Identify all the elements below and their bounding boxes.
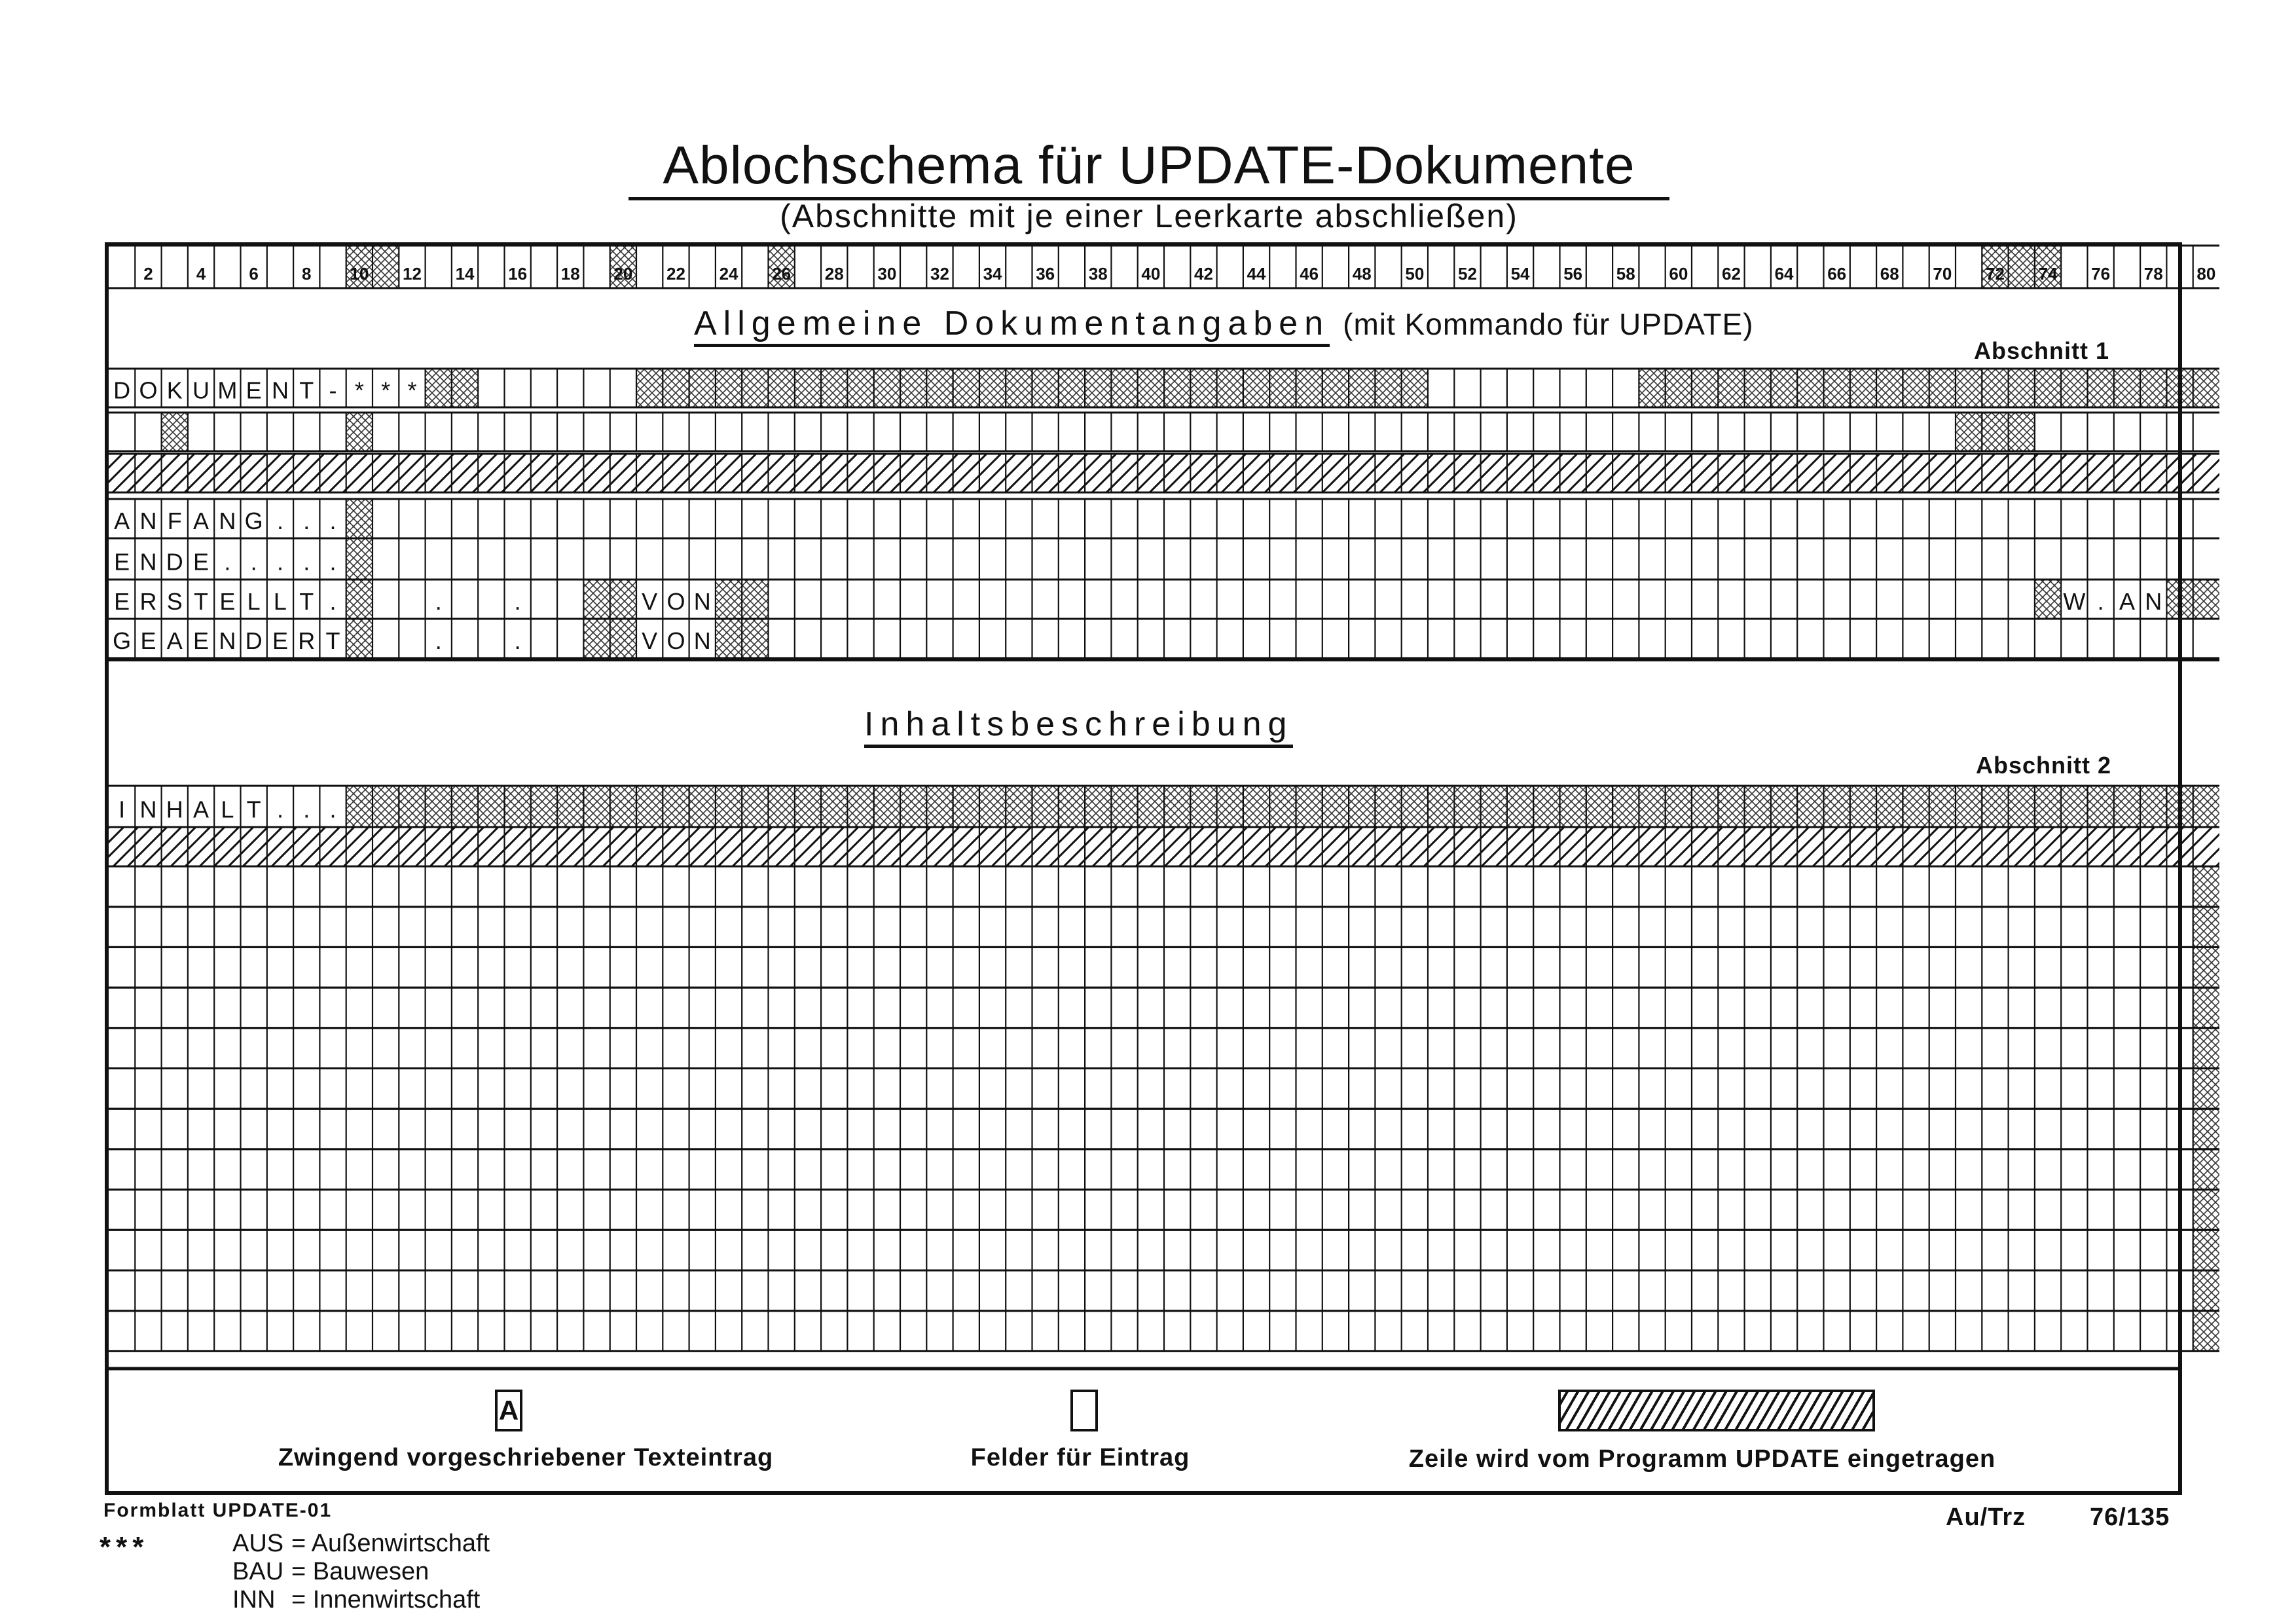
erstellt-char: S <box>166 588 183 616</box>
erstellt-char: L <box>273 588 287 616</box>
section1-heading <box>694 303 1754 345</box>
ende-char: . <box>276 548 283 576</box>
erstellt-wan-char: A <box>2119 588 2135 616</box>
geaendert-von-char: N <box>693 627 711 655</box>
page-title: Ablochschema für UPDATE-Dokumente <box>629 134 1669 200</box>
dokument-char: * <box>381 377 391 404</box>
dokument-char: U <box>192 377 210 404</box>
geaendert-von-char: V <box>642 627 658 655</box>
row2-hatch-a <box>162 413 188 451</box>
inhalt-char: . <box>303 796 310 823</box>
ende-char: . <box>224 548 231 576</box>
author-code: Au/Trz <box>1946 1504 2026 1531</box>
entry-row-endcol <box>2193 1190 2219 1230</box>
form-border <box>107 244 2180 1493</box>
key-code: AUS <box>232 1530 284 1557</box>
erstellt-von-char: N <box>693 588 711 616</box>
section1-note: (mit Kommando für UPDATE) <box>1343 307 1754 341</box>
column-number: 26 <box>772 264 792 284</box>
key-code: INN <box>232 1586 276 1614</box>
geaendert-char: T <box>325 627 340 655</box>
inhalt-char: T <box>246 796 261 823</box>
key-symbol: *** <box>100 1531 149 1563</box>
column-number: 24 <box>719 264 738 284</box>
column-number: 62 <box>1721 264 1741 284</box>
section2-title: Inhaltsbeschreibung <box>864 705 1293 748</box>
erstellt-von-char: O <box>666 588 685 616</box>
entry-row-endcol <box>2193 866 2219 907</box>
entry-row-endcol <box>2193 1230 2219 1270</box>
geaendert-char: E <box>140 627 156 655</box>
anfang-char: A <box>114 507 130 535</box>
column-number: 76 <box>2091 264 2111 284</box>
column-number: 8 <box>302 264 312 284</box>
column-number: 42 <box>1194 264 1213 284</box>
entry-row-dividers <box>135 1190 2193 1230</box>
erstellt-wan-char: W <box>2063 588 2086 616</box>
legend-program-label: Zeile wird vom Programm UPDATE eingetragen <box>1408 1445 1996 1473</box>
column-number: 40 <box>1141 264 1161 284</box>
dokument-char: K <box>166 377 183 404</box>
column-number: 6 <box>249 264 259 284</box>
column-number: 64 <box>1774 264 1794 284</box>
formblatt-label: Formblatt UPDATE-01 <box>103 1500 333 1521</box>
entry-row-endcol <box>2193 1270 2219 1311</box>
entry-row-endcol <box>2193 1311 2219 1352</box>
ende-hatch <box>346 538 373 580</box>
ende-char: . <box>329 548 337 576</box>
column-number: 16 <box>508 264 528 284</box>
column-number: 74 <box>2038 264 2058 284</box>
column-number: 10 <box>350 264 369 284</box>
column-number: 18 <box>560 264 580 284</box>
entry-row-dividers <box>135 987 2193 1028</box>
column-number: 70 <box>1933 264 1952 284</box>
column-number: 52 <box>1457 264 1477 284</box>
dokument-char: * <box>354 377 364 404</box>
key-text: = Außenwirtschaft <box>291 1530 490 1557</box>
anfang-char: . <box>329 507 337 535</box>
column-number: 46 <box>1300 264 1319 284</box>
entry-row-dividers <box>135 1230 2193 1270</box>
inhalt-char: . <box>276 796 283 823</box>
erstellt-char: E <box>114 588 130 616</box>
entry-row-dividers <box>135 1069 2193 1109</box>
entry-row-dividers <box>135 1109 2193 1149</box>
geaendert-row-dividers <box>135 619 2193 658</box>
column-number: 72 <box>1985 264 2005 284</box>
entry-row-endcol <box>2193 987 2219 1028</box>
anfang-char: N <box>139 507 157 535</box>
column-number: 14 <box>455 264 475 284</box>
erstellt-char: E <box>219 588 236 616</box>
key-code: BAU <box>232 1558 284 1585</box>
entry-row-dividers <box>135 947 2193 987</box>
geaendert-char: N <box>219 627 236 655</box>
column-number: 68 <box>1880 264 1899 284</box>
column-number: 38 <box>1088 264 1108 284</box>
entry-row-endcol <box>2193 1028 2219 1069</box>
inhalt-hatch <box>346 786 2219 827</box>
erstellt-wan-char: N <box>2145 588 2162 616</box>
entry-row-endcol <box>2193 1069 2219 1109</box>
row2-dividers <box>135 413 2193 451</box>
erstellt-char: R <box>139 588 157 616</box>
geaendert-von-char: O <box>666 627 685 655</box>
legend-entry-box <box>1070 1390 1098 1431</box>
column-number: 22 <box>666 264 685 284</box>
column-number: 58 <box>1616 264 1635 284</box>
column-number: 32 <box>930 264 949 284</box>
key-text: = Innenwirtschaft <box>291 1586 481 1614</box>
geaendert-char: E <box>193 627 210 655</box>
dokument-char: O <box>139 377 158 404</box>
geaendert-hatch-a <box>346 619 373 658</box>
erstellt-von-char: V <box>642 588 658 616</box>
anfang-char: . <box>303 507 310 535</box>
erstellt-date-dot-char: . <box>514 588 521 616</box>
key-entry-inn <box>232 1586 480 1614</box>
column-number: 66 <box>1827 264 1847 284</box>
ende-row-dividers <box>135 538 2193 580</box>
key-entry-aus <box>232 1530 490 1557</box>
column-number: 12 <box>402 264 422 284</box>
legend-program-hatch <box>1558 1390 1875 1431</box>
legend-mandatory-box: A <box>495 1390 522 1431</box>
dokument-char: T <box>299 377 314 404</box>
column-number: 48 <box>1352 264 1372 284</box>
erstellt-char: . <box>329 588 337 616</box>
dokument-char: - <box>329 377 337 404</box>
anfang-char: G <box>244 507 263 535</box>
erstellt-hatch-d <box>2035 580 2061 619</box>
dokument-char: N <box>271 377 289 404</box>
anfang-char: F <box>167 507 182 535</box>
column-number: 56 <box>1563 264 1583 284</box>
document-number: 76/135 <box>2090 1504 2170 1531</box>
anfang-row-dividers <box>135 499 2193 538</box>
column-number: 4 <box>196 264 206 284</box>
column-number: 54 <box>1510 264 1530 284</box>
entry-row-dividers <box>135 1149 2193 1190</box>
legend-mandatory-label: Zwingend vorgeschriebener Texteintrag <box>278 1444 774 1471</box>
page-subtitle: (Abschnitte mit je einer Leerkarte abschließen) <box>780 198 1518 234</box>
entry-row-endcol <box>2193 947 2219 987</box>
abschnitt-2-label: Abschnitt 2 <box>1976 752 2112 779</box>
entry-row-endcol <box>2193 1109 2219 1149</box>
column-number: 20 <box>613 264 633 284</box>
column-number: 44 <box>1247 264 1266 284</box>
geaendert-char: R <box>298 627 316 655</box>
anfang-char: N <box>219 507 236 535</box>
ende-char: . <box>303 548 310 576</box>
column-number: 78 <box>2143 264 2163 284</box>
erstellt-wan-char: . <box>2097 588 2104 616</box>
ende-char: E <box>193 548 210 576</box>
inhalt-char: A <box>193 796 210 823</box>
column-number: 28 <box>824 264 844 284</box>
entry-row-dividers <box>135 1028 2193 1069</box>
column-number: 80 <box>2196 264 2216 284</box>
section1-title: Allgemeine Dokumentangaben <box>694 304 1330 347</box>
dokument-char: E <box>246 377 262 404</box>
column-number: 2 <box>143 264 153 284</box>
erstellt-char: T <box>299 588 314 616</box>
ende-char: D <box>166 548 183 576</box>
entry-row-dividers <box>135 1270 2193 1311</box>
inhalt-char: L <box>221 796 234 823</box>
key-text: = Bauwesen <box>291 1558 429 1585</box>
entry-row-endcol <box>2193 1149 2219 1190</box>
ende-char: . <box>250 548 257 576</box>
entry-row-dividers <box>135 907 2193 948</box>
inhalt-char: H <box>166 796 183 823</box>
erstellt-row-dividers <box>135 580 2193 619</box>
column-number: 34 <box>983 264 1002 284</box>
inhalt-char: I <box>118 796 126 823</box>
erstellt-hatch-a <box>346 580 373 619</box>
abschnitt-1-label: Abschnitt 1 <box>1974 337 2110 364</box>
section2-heading <box>864 703 1293 745</box>
dokument-char: * <box>407 377 417 404</box>
row2-hatch-b <box>346 413 373 451</box>
geaendert-char: A <box>166 627 183 655</box>
inhalt-char: . <box>329 796 337 823</box>
entry-row-dividers <box>135 866 2193 907</box>
entry-row-dividers <box>135 1311 2193 1352</box>
geaendert-char: E <box>272 627 288 655</box>
erstellt-date-dot-char: . <box>435 588 442 616</box>
column-number: 50 <box>1405 264 1425 284</box>
column-number: 60 <box>1669 264 1688 284</box>
legend-fields-label: Felder für Eintrag <box>970 1444 1190 1471</box>
column-number: 30 <box>877 264 897 284</box>
anfang-char: . <box>276 507 283 535</box>
geaendert-char: D <box>245 627 263 655</box>
geaendert-char: G <box>113 627 132 655</box>
ende-char: N <box>139 548 157 576</box>
key-entry-bau <box>232 1558 429 1585</box>
entry-row-endcol <box>2193 907 2219 948</box>
ende-char: E <box>114 548 130 576</box>
row2-hatch-c <box>1956 413 2035 451</box>
inhalt-char: N <box>139 796 157 823</box>
geaendert-date-dot-char: . <box>514 627 521 655</box>
anfang-hatch <box>346 499 373 538</box>
erstellt-char: L <box>247 588 261 616</box>
column-number: 36 <box>1036 264 1055 284</box>
dokument-char: D <box>113 377 131 404</box>
anfang-char: A <box>193 507 210 535</box>
geaendert-date-dot-char: . <box>435 627 442 655</box>
erstellt-char: T <box>194 588 209 616</box>
dokument-char: M <box>217 377 238 404</box>
